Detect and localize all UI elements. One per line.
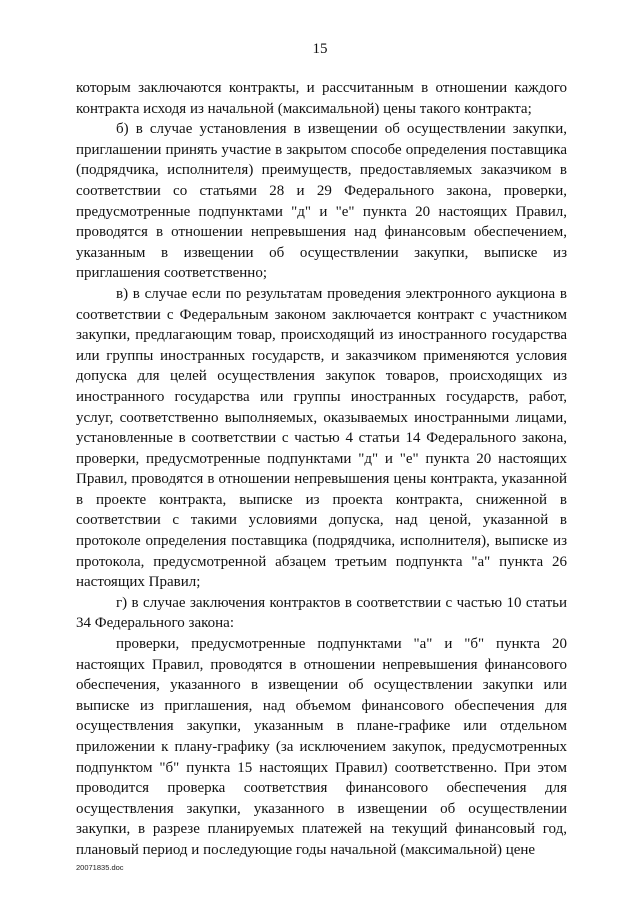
file-name-footer: 20071835.doc: [76, 863, 124, 872]
paragraph-b: б) в случае установления в извещении об осуществлении закупки, приглашении принять участие в закрытом способе определения поставщика (подрядчика, исполнителя) преимуществ, предоставляемых заказчиком в соответствии со статьями 28 и 29 Федерального закона, проверки, предусмотренные подпунктами "д" и "е" пункта 20 настоящих Правил, проводятся в отношении непревышения над финансовым обеспечением, указанным в извещении об осуществлении закупки, выписке из приглашения соответственно;: [76, 121, 567, 282]
paragraph-v: в) в случае если по результатам проведения электронного аукциона в соответствии с Федеральным законом заключается контракт с участником закупки, предлагающим товар, происходящий из иностранного государства или группы иностранных государств, и заказчиком применяются условия допуска для целей осуществления закупок товаров, происходящих из иностранного государства или группы иностранных государств, работ, услуг, соответственно выполняемых, оказываемых иностранными лицами, установленные в соответствии с частью 4 статьи 14 Федерального закона, проверки, предусмотренные подпунктами "д" и "е" пункта 20 настоящих Правил, проводятся в отношении непревышения цены контракта, указанной в проекте контракта, выписке из проекта контракта, сниженной в соответствии с такими условиями допуска, над ценой, указанной в протоколе определения поставщика (подрядчика, исполнителя), выписке из протокола, предусмотренной абзацем третьим подпункта "а" пункта 26 настоящих Правил;: [76, 285, 567, 591]
paragraph-g-checks: проверки, предусмотренные подпунктами "а" и "б" пункта 20 настоящих Правил, проводятся в отношении непревышения финансового обеспечения, указанного в извещении об осуществлении закупки или выписке из приглашения, над объемом финансового обеспечения для осуществления закупки, указанным в плане-графике или отдельном приложении к плану-графику (за исключением закупок, предусмотренных подпунктом "б" пункта 15 настоящих Правил) соответственно. При этом проводится проверка соответствия финансового обеспечения для осуществления закупки, указанного в извещении об осуществлении закупки, в разрезе планируемых платежей на текущий финансовый год, плановый период и последующие годы начальной (максимальной) цене: [76, 636, 567, 858]
paragraph-g: г) в случае заключения контрактов в соответствии с частью 10 статьи 34 Федерального закона:: [76, 594, 567, 632]
document-body: [76, 78, 567, 861]
page-number: 15: [312, 41, 328, 57]
paragraph-continuation: которым заключаются контракты, и рассчитанным в отношении каждого контракта исходя из начальной (максимальной) цены такого контракта;: [76, 80, 567, 117]
